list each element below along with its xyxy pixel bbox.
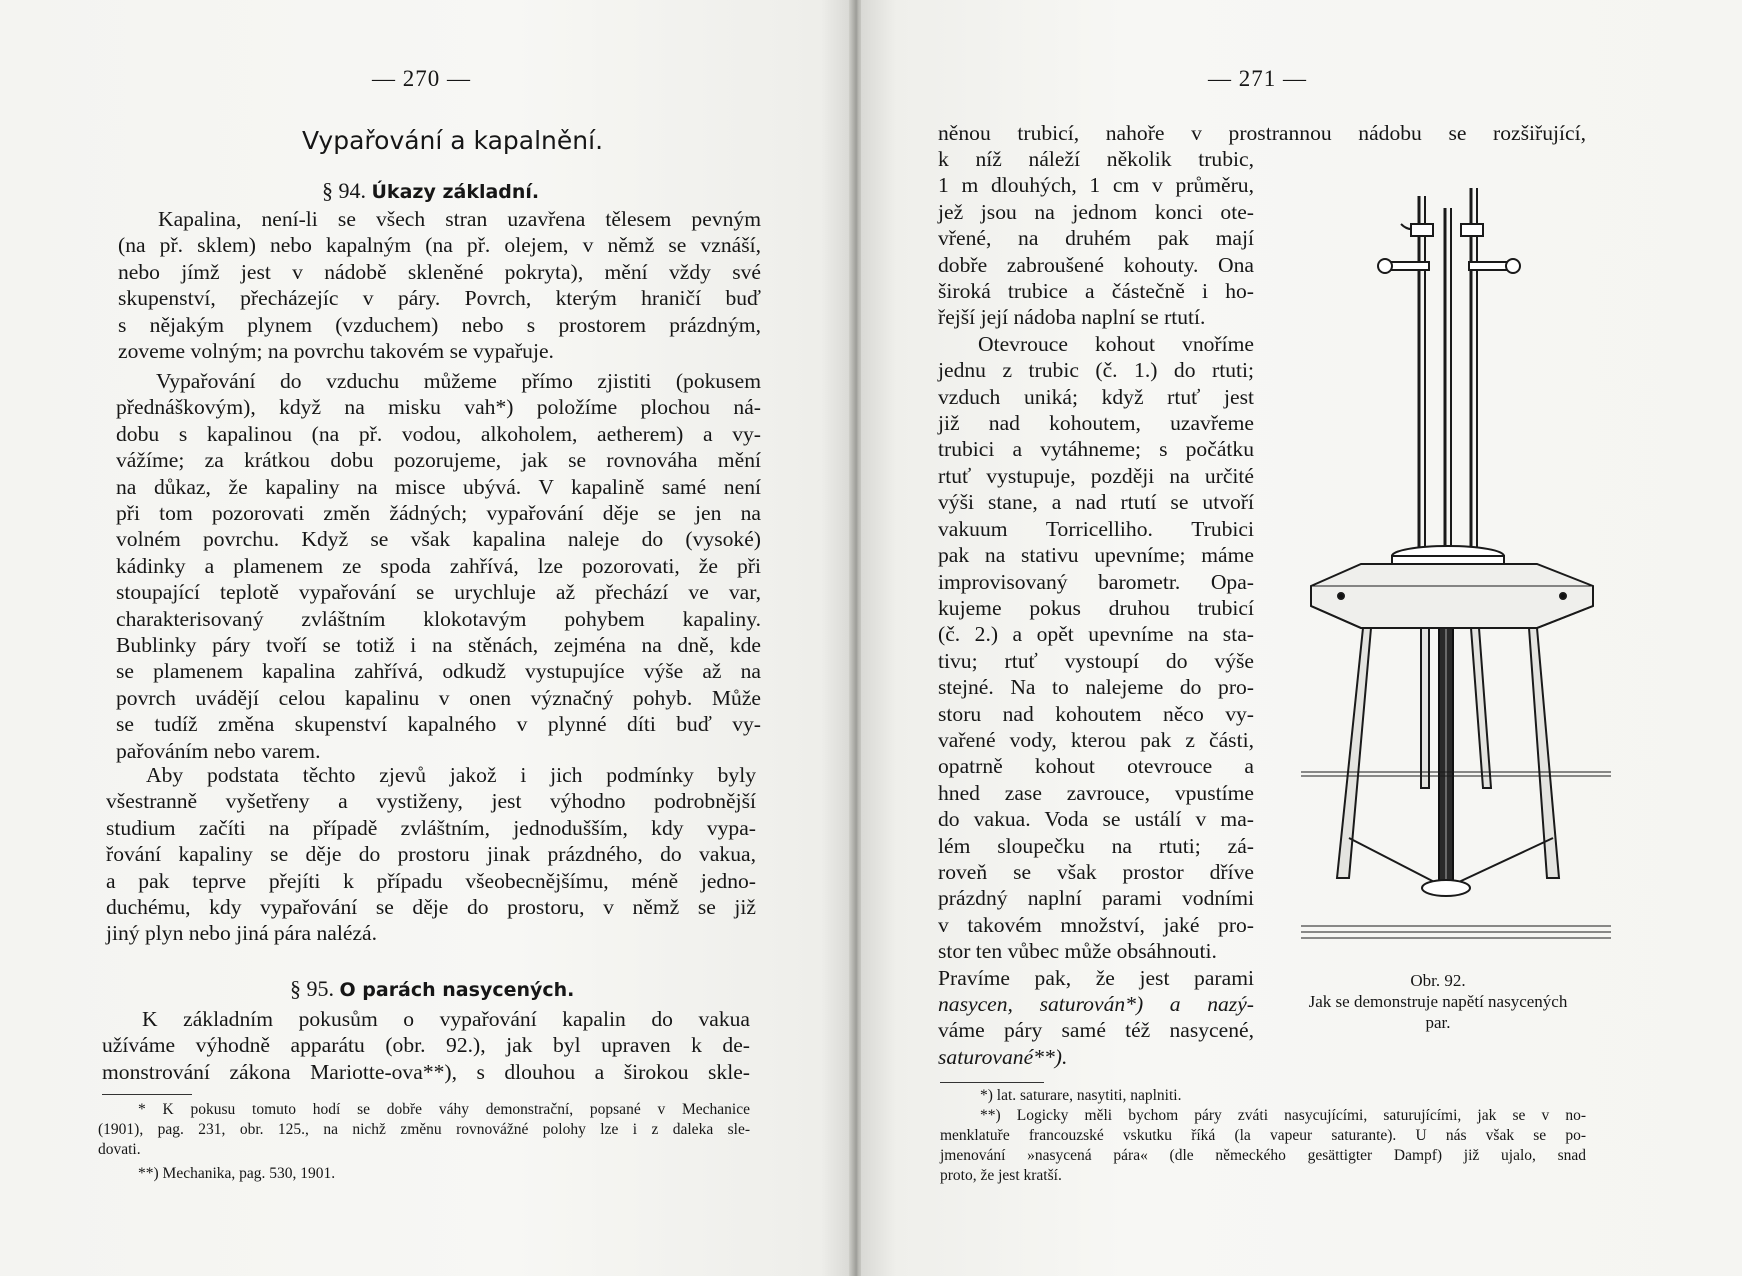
footnote-line: *) lat. saturare, nasytiti, naplniti. — [980, 1087, 1182, 1104]
r-line: vakuum Torricelliho. Trubici — [938, 516, 1254, 541]
r-line: pak na stativu upevníme; máme — [938, 543, 1254, 568]
r-line: storu nad kohoutem něco vy- — [938, 701, 1254, 726]
p2-line: charakterisovaný zvláštním klokotavým pohybem kapaliny. — [116, 606, 761, 631]
p3-line: Aby podstata těchto zjevů jakož i jich podmínky byly — [146, 763, 756, 787]
footnote-line: jmenování »nasycená pára« (dle německého gesättigter Dampf) již ujalo, snad — [940, 1147, 1586, 1164]
r-line: Otevrouce kohout vnoříme — [978, 331, 1254, 356]
footnote-line: proto, že jest kratší. — [940, 1167, 1062, 1184]
p1-line: skupenství, přecházejíc v páry. Povrch, kterým hraničí buď — [118, 286, 761, 311]
r-line: lém sloupečku na rtuti; zá- — [938, 833, 1254, 858]
p2-line: na důkaz, že kapaliny na misce ubývá. V kapalině samé není — [116, 474, 761, 499]
figure-caption-line: par. — [1425, 1013, 1451, 1032]
p3-line: a pak teprve přejíti k případu všeobecnějšímu, méně jedno- — [106, 868, 756, 893]
footnote-rule — [102, 1094, 192, 1095]
p4-line: užíváme výhodně apparátu (obr. 92.), jak byl upraven k de- — [102, 1033, 750, 1058]
section-95-title: O parách nasycených. — [339, 979, 575, 1001]
barometer-stand-illustration — [1301, 188, 1611, 958]
p1-line: Kapalina, není-li se všech stran uzavřena tělesem pevným — [158, 207, 761, 231]
r-line: prázdný naplní parami vodními — [938, 886, 1254, 911]
section-94-title: Úkazy základní. — [371, 181, 540, 203]
r-line: tivu; rtuť vystoupí do výše — [938, 648, 1254, 673]
right-column-text — [938, 146, 1254, 1070]
footnote-line: menklatuře francouzské vskutku říká (la vapeur saturante). U nás však se po- — [940, 1127, 1586, 1144]
footnote-line: dovati. — [98, 1141, 141, 1158]
section-95-number: § 95. — [290, 976, 334, 1001]
footnote-line: * K pokusu tomuto hodí se dobře váhy demonstrační, popsané v Mechanice — [138, 1101, 750, 1118]
r-line: stor ten vůbec může obsáhnouti. — [938, 939, 1217, 964]
r-line: nasycen, saturován*) a nazý- — [938, 992, 1254, 1016]
p3-line: jiný plyn nebo jiná pára nalézá. — [106, 921, 378, 946]
r-line: v takovém množství, jaké pro- — [938, 912, 1254, 937]
left-footnotes — [98, 1100, 750, 1184]
p2-line: volném povrchu. Když se však kapalina naleje do (vysoké) — [116, 527, 761, 552]
p3-line: studium začíti na případě zvláštním, jednodušším, kdy vypa- — [106, 815, 756, 840]
p2-line: přednáškovým), když na misku vah*) položíme plochou ná- — [116, 395, 761, 420]
paragraph-1 — [118, 206, 761, 364]
p1-line: zoveme volným; na povrchu takovém se vypařuje. — [118, 339, 554, 364]
r-line: improvisovaný barometr. Opa- — [938, 569, 1254, 594]
p3-line: všestranně vyšetřeny a vystiženy, jest výhodno podrobnější — [106, 789, 756, 814]
p2-line: se tudíž změna skupenství kapalného v plynné díti buď vy- — [116, 712, 761, 737]
footnote-line: (1901), pag. 231, obr. 125., na nichž změnu rovnovážné polohy lze i z daleka sle- — [98, 1121, 750, 1138]
paragraph-3 — [106, 762, 756, 947]
section-95-heading — [290, 976, 574, 1002]
p4-line: monstrování zákona Mariotte-ova**), s dlouhou a širokou skle- — [102, 1059, 750, 1084]
r-line: 1 m dlouhých, 1 cm v průměru, — [938, 173, 1254, 198]
r-line: (č. 2.) a opět upevníme na sta- — [938, 622, 1254, 647]
p2-line: se plamenem kapalina zahřívá, odkudž vystupujíce výše až na — [116, 659, 761, 684]
r-line: do vakua. Voda se ustálí v ma- — [938, 807, 1254, 832]
page-number-271: — 271 — — [1208, 66, 1307, 91]
p1-line: (na př. sklem) nebo kapalným (na př. olejem, v němž se vznáší, — [118, 233, 761, 258]
p1-line: nebo jímž jest v nádobě skleněné pokryta), mění vždy své — [118, 259, 761, 284]
footnote-rule — [940, 1082, 1044, 1083]
r-line: roveň se však prostor dříve — [938, 859, 1254, 884]
r-line: již nad kohoutem, uzavřeme — [938, 411, 1254, 436]
r-line: váme páry samé též nasycené, — [938, 1018, 1254, 1043]
r-line: Pravíme pak, že jest parami — [938, 965, 1254, 990]
section-94-number: § 94. — [322, 178, 366, 203]
paragraph-2 — [116, 368, 761, 764]
p2-line: Vypařování do vzduchu můžeme přímo zjistiti (pokusem — [156, 369, 761, 393]
r-line: vřené, na druhém pak mají — [938, 226, 1254, 251]
r-line: opatrně kohout otevrouce a — [938, 754, 1254, 779]
footnote-line: **) Mechanika, pag. 530, 1901. — [138, 1165, 336, 1182]
right-footnotes — [940, 1086, 1586, 1186]
left-page — [0, 0, 855, 1276]
p2-line: kádinky a plamenem ze spoda zahřívá, lze pozorovati, že při — [116, 553, 761, 578]
p1-line: s nějakým plynem (vzduchem) nebo s prostorem prázdným, — [118, 312, 761, 337]
r-top-line: něnou trubicí, nahoře v prostrannou nádobu se rozšiřující, — [938, 121, 1586, 145]
p2-line: při tom pozorovati změn žádných; vypařování děje se jen na — [116, 501, 761, 526]
p3-line: duchému, kdy vypařování se děje do prostoru, v němž se již — [106, 895, 756, 920]
r-line: k níž náleží několik trubic, — [938, 147, 1254, 171]
page-number-270: — 270 — — [372, 66, 471, 91]
r-line: trubici a vytáhneme; s počátku — [938, 437, 1254, 462]
r-line: dobře zabroušené kohouty. Ona — [938, 252, 1254, 277]
p2-line: povrch uvádějí celou kapalinu v onen význačný pohyb. Může — [116, 685, 761, 710]
r-line: vařené vody, kterou pak z části, — [938, 727, 1254, 752]
r-line: řejší její nádoba naplní se rtutí. — [938, 305, 1206, 330]
r-line: stejné. Na to nalejeme do pro- — [938, 675, 1254, 700]
p2-line: vážíme; za krátkou dobu pozorujeme, jak se rovnováha mění — [116, 448, 761, 473]
chapter-title: Vypařování a kapalnění. — [302, 126, 604, 155]
r-line: široká trubice a částečně i ho- — [938, 279, 1254, 304]
r-line: hned zase zavrouce, vpustíme — [938, 780, 1254, 805]
paragraph-4 — [102, 1006, 750, 1085]
p2-line: pařováním nebo varem. — [116, 738, 321, 763]
p2-line: Bublinky páry tvoří se totiž i na stěnách, zejména na dně, kde — [116, 633, 761, 658]
p4-line: K základním pokusům o vypařování kapalin do vakua — [142, 1007, 750, 1031]
r-line: saturované**). — [938, 1044, 1068, 1069]
figure-number: Obr. 92. — [1410, 971, 1466, 990]
figure-caption-line: Jak se demonstruje napětí nasycených — [1308, 992, 1568, 1011]
section-94-heading — [322, 178, 539, 204]
footnote-line: **) Logicky měli bychom páry zváti nasycujícími, saturujícími, jak se v no- — [980, 1107, 1586, 1124]
r-line: jednu z trubic (č. 1.) do rtuti; — [938, 358, 1254, 383]
r-line: rtuť vystupuje, později na určité — [938, 463, 1254, 488]
r-line: kujeme pokus druhou trubicí — [938, 595, 1254, 620]
right-top-lines — [938, 120, 1586, 146]
p2-line: dobu s kapalinou (na př. vodou, alkoholem, aetherem) a vy- — [116, 421, 761, 446]
r-line: výši stane, a nad rtutí se utvoří — [938, 490, 1254, 515]
r-line: jež jsou na jednom konci ote- — [938, 199, 1254, 224]
figure-caption — [1268, 970, 1608, 1033]
r-line: vzduch uniká; když rtuť jest — [938, 384, 1254, 409]
p2-line: stoupající teplotě vypařování se urychluje až přechází ve var, — [116, 580, 761, 605]
p3-line: řování kapaliny se děje do prostoru jinak prázdného, do vakua, — [106, 842, 756, 867]
